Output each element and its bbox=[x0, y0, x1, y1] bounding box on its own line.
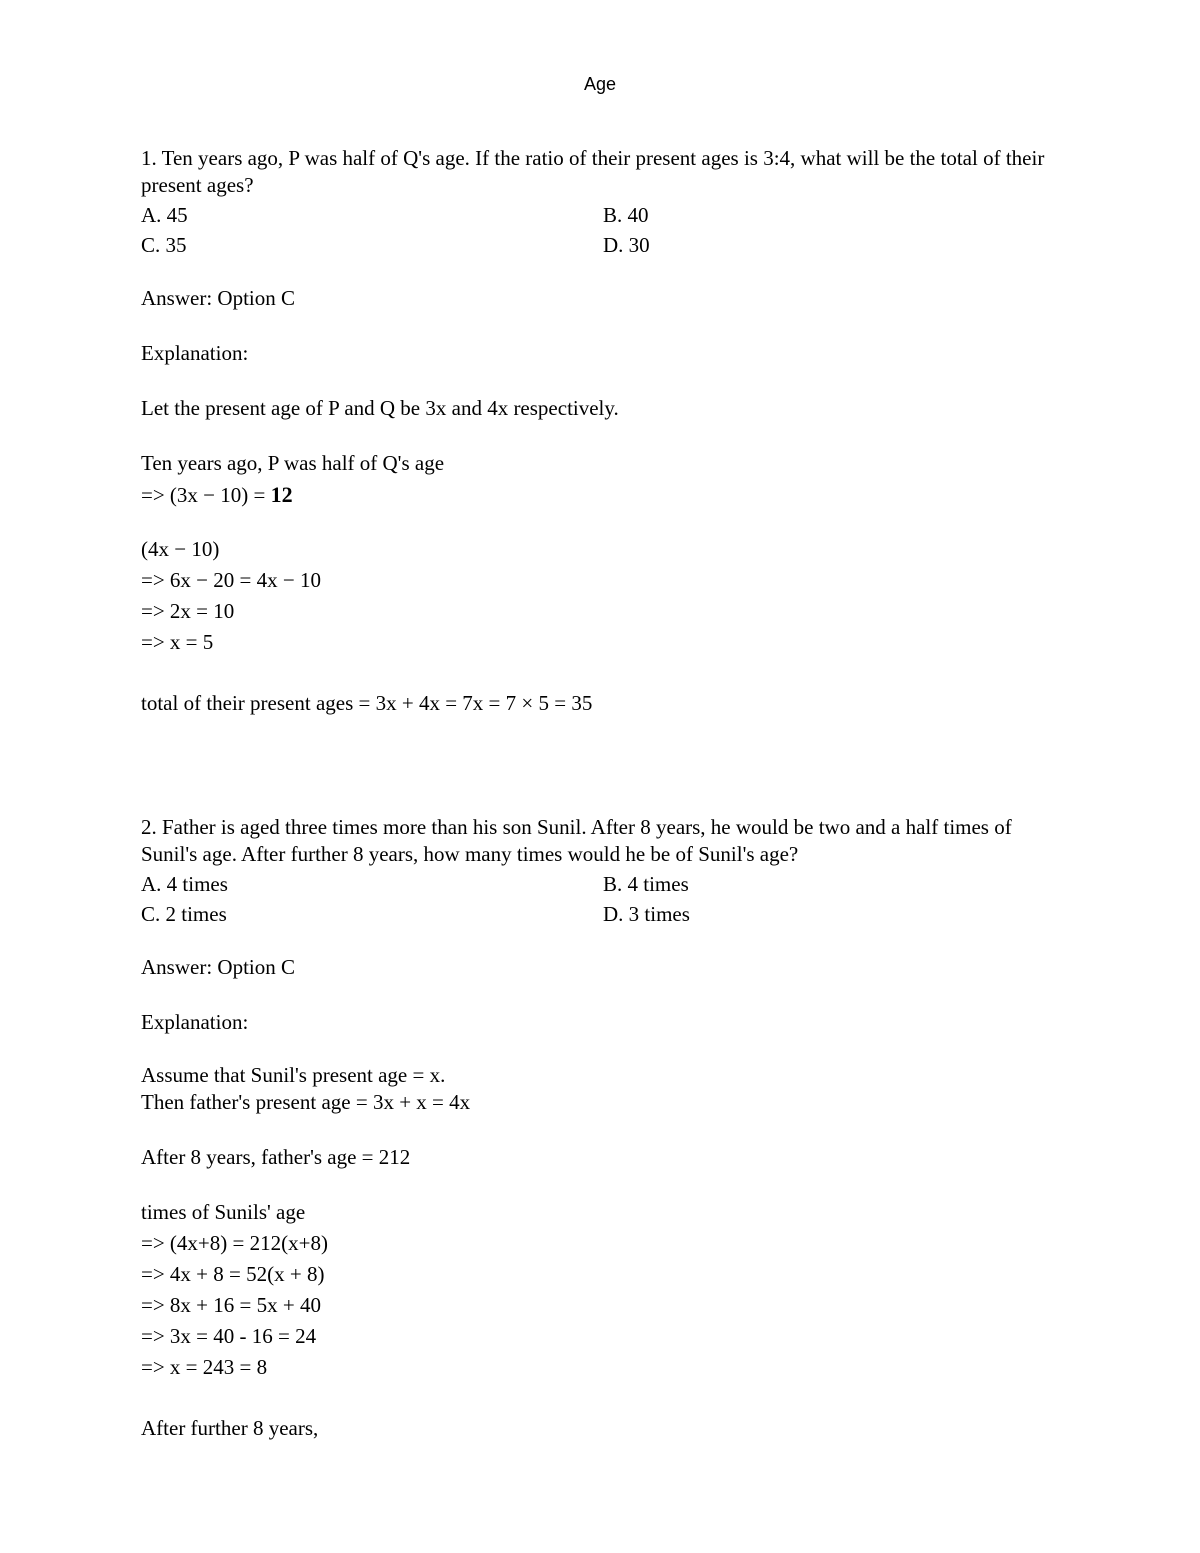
q1-equation-prefix: => (3x − 10) = bbox=[141, 483, 271, 507]
q2-explanation-line: => x = 243 = 8 bbox=[141, 1355, 268, 1379]
q1-explanation-line: Ten years ago, P was half of Q's age bbox=[141, 451, 445, 475]
q1-option-d: D. 30 bbox=[603, 233, 650, 257]
q1-equation-bold-value: 12 bbox=[270, 482, 293, 507]
q2-explanation-line: Assume that Sunil's present age = x. bbox=[141, 1063, 446, 1087]
q2-explanation-label: Explanation: bbox=[141, 1010, 249, 1034]
q1-explanation-line: => 6x − 20 = 4x − 10 bbox=[141, 568, 321, 592]
q1-explanation-line: Let the present age of P and Q be 3x and 4x respectively. bbox=[141, 396, 619, 420]
q1-option-a: A. 45 bbox=[141, 203, 188, 227]
q2-question: 2. Father is aged three times more than his son Sunil. After 8 years, he would be two and a half times of Sunil's age. After further 8 years, how many times would he be of Sunil's age? bbox=[141, 815, 1012, 866]
q1-explanation-line: (4x − 10) bbox=[141, 537, 220, 561]
q1-answer: Answer: Option C bbox=[141, 286, 295, 310]
q2-options bbox=[141, 871, 1051, 928]
q1-options bbox=[141, 202, 1051, 259]
q2-explanation-line: => 4x + 8 = 52(x + 8) bbox=[141, 1262, 325, 1286]
q1-explanation-line: total of their present ages = 3x + 4x = 7x = 7 × 5 = 35 bbox=[141, 691, 593, 715]
q2-explanation-line: => (4x+8) = 212(x+8) bbox=[141, 1231, 328, 1255]
q1-question: 1. Ten years ago, P was half of Q's age. If the ratio of their present ages is 3:4, what will be the total of their present ages? bbox=[141, 146, 1045, 197]
document-body bbox=[141, 145, 1051, 1444]
q1-explanation-line: => 2x = 10 bbox=[141, 599, 235, 623]
q2-explanation-line: times of Sunils' age bbox=[141, 1200, 306, 1224]
q2-explanation-line: After 8 years, father's age = 212 bbox=[141, 1145, 411, 1169]
q2-explanation-line: => 3x = 40 - 16 = 24 bbox=[141, 1324, 317, 1348]
page-title: Age bbox=[583, 74, 617, 94]
q1-explanation-line bbox=[141, 479, 1051, 510]
q1-explanation-line: => x = 5 bbox=[141, 630, 214, 654]
q2-explanation-line: => 8x + 16 = 5x + 40 bbox=[141, 1293, 321, 1317]
q2-explanation-line: After further 8 years, bbox=[141, 1416, 319, 1440]
q1-option-c: C. 35 bbox=[141, 233, 187, 257]
q2-option-a: A. 4 times bbox=[141, 872, 228, 896]
q2-answer: Answer: Option C bbox=[141, 955, 295, 979]
q1-explanation-label: Explanation: bbox=[141, 341, 249, 365]
q1-option-b: B. 40 bbox=[603, 203, 649, 227]
q2-option-d: D. 3 times bbox=[603, 902, 690, 926]
q2-explanation-line: Then father's present age = 3x + x = 4x bbox=[141, 1090, 471, 1114]
q2-option-c: C. 2 times bbox=[141, 902, 227, 926]
q2-option-b: B. 4 times bbox=[603, 872, 689, 896]
